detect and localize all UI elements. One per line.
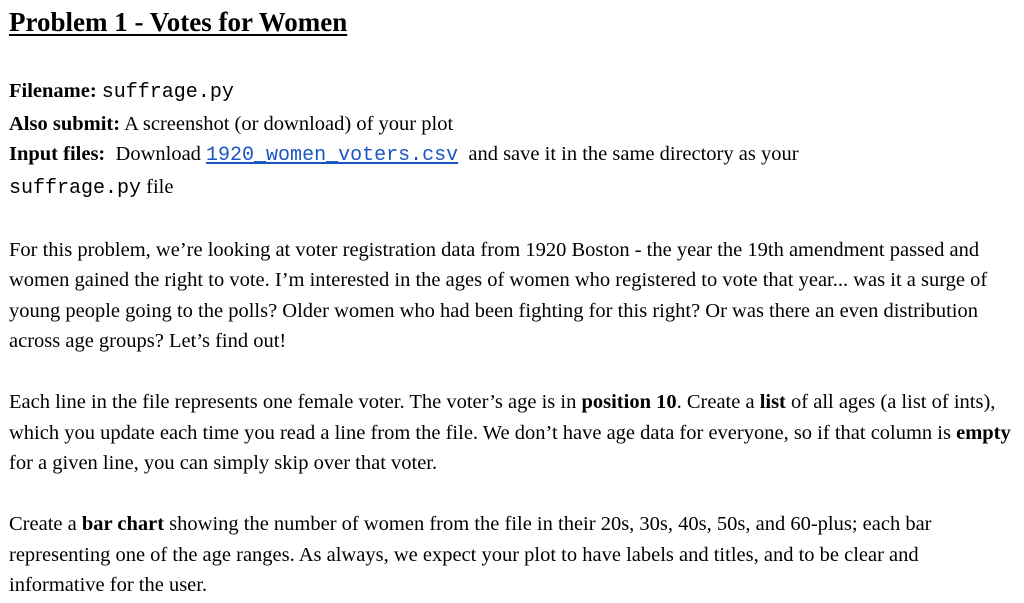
page-title: Problem 1 - Votes for Women <box>9 7 348 37</box>
bar-chart-emphasis: bar chart <box>81 513 165 535</box>
para3-text-2: showing the number of women from the file in their 20s, 30s, 40s, 50s, and 60-plus; each bar representing one of the age ranges. As always, we expect your plot to have labels and titles, and to be clear and informative for the user. <box>9 513 932 596</box>
para3-text-1: Create a <box>9 513 82 535</box>
input-files-end: file <box>146 175 174 198</box>
filename-line <box>9 76 1019 109</box>
input-files-code: suffrage.py <box>9 176 142 200</box>
para2-text-4: for a given line, you can simply skip over that voter. <box>9 452 438 474</box>
filename-value: suffrage.py <box>101 81 234 104</box>
chart-paragraph <box>9 509 1019 601</box>
input-files-line <box>9 139 1019 204</box>
filename-label: Filename: <box>9 80 97 102</box>
input-files-label: Input files: <box>9 143 106 165</box>
also-submit-label: Also submit: <box>9 112 121 135</box>
submission-info <box>9 76 1019 204</box>
input-files-post: and save it in the same directory as your <box>468 143 799 165</box>
input-files-pre: Download <box>115 143 201 165</box>
list-emphasis: list <box>759 391 786 413</box>
para2-text-3: of all ages (a list of ints), which you update each time you read a line from the file. We don’t have age data for everyone, so if that column is <box>9 391 996 444</box>
empty-emphasis: empty <box>956 421 1011 444</box>
also-submit-value: A screenshot (or download) of your plot <box>124 112 454 135</box>
para2-text-1: Each line in the file represents one female voter. The voter’s age is in <box>9 391 582 413</box>
instructions-paragraph <box>9 387 1019 479</box>
also-submit-line <box>9 109 1019 140</box>
para2-text-2: . Create a <box>676 391 760 413</box>
intro-paragraph: For this problem, we’re looking at voter registration data from 1920 Boston - the year the 19th amendment passed and women gained the right to vote. I’m interested in the ages of women who registered to vote that year... was it a surge of young people going to the polls? Older women who had been fighting for this right? Or was there an even distribution across age groups? Let’s find out! <box>9 238 988 352</box>
csv-download-link[interactable]: 1920_women_voters.csv <box>206 144 459 167</box>
position-emphasis: position 10 <box>581 391 677 413</box>
